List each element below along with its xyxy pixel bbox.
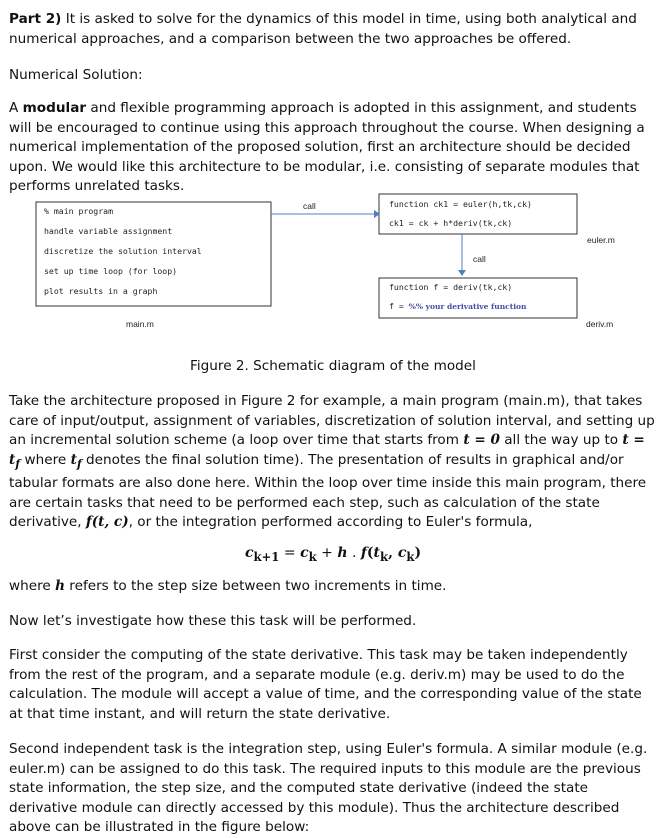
deriv-line-1: function f = deriv(tk,ck): [389, 282, 513, 292]
eq-c2-sub: k: [406, 549, 415, 564]
eq-comma: ,: [388, 545, 398, 561]
take-text-d: denotes the final solution time). The presentation of results in graphical and/or tabular formats are also done here. Within the loop over time inside this main program, there are certain tasks that need to be performed each step, such as calculation of the state derivative,: [9, 451, 647, 531]
take-text-b: all the way up to: [499, 432, 623, 449]
call-arrow-head-mid: [458, 270, 466, 276]
part2-paragraph: [9, 10, 657, 49]
eq-dot: .: [347, 545, 361, 561]
t-final-2-sub: f: [76, 456, 82, 471]
eq-t-sub: k: [380, 549, 389, 564]
where-paragraph: [9, 577, 657, 597]
part2-label: Part 2): [9, 11, 62, 27]
main-line-2: handle variable assignment: [44, 226, 173, 236]
eq-c2: c: [397, 545, 407, 561]
take-text-a: Take the architecture proposed in Figure 2 for example, a main program (main.m), that takes care of input/output, assignment of variables, discretization of solution interval, and setting up an incremental solution scheme (a loop over time that starts from: [9, 393, 655, 449]
t-final-sub: f: [15, 456, 21, 471]
where-text-a: where: [9, 578, 56, 594]
eq-h: h: [337, 545, 348, 561]
figure-caption: Figure 2. Schematic diagram of the model: [190, 358, 476, 374]
schematic-diagram: [0, 190, 666, 340]
first-paragraph: First consider the computing of the state derivative. This task may be taken independently from the rest of the program, and a separate module (e.g. deriv.m) may be used to do the calculation. The module will accept a value of time, and the corresponding value of the state at that time instant, and will return the state derivative.: [9, 647, 642, 722]
eq-f: f: [360, 545, 367, 561]
now-paragraph: Now let’s investigate how these this task will be performed.: [9, 613, 417, 629]
call-label-top: call: [303, 201, 316, 211]
deriv-f-prefix: f =: [389, 301, 409, 311]
euler-equation: [0, 545, 666, 564]
t-zero: t = 0: [463, 432, 500, 449]
where-text-b: refers to the step size between two increments in time.: [64, 578, 447, 594]
modular-bold: modular: [22, 100, 87, 116]
numerical-heading: Numerical Solution:: [9, 67, 143, 83]
call-label-mid: call: [473, 254, 486, 264]
eq-equals: =: [279, 545, 301, 561]
eq-c-sub: k: [308, 549, 317, 564]
eq-lhs: c: [244, 545, 254, 561]
euler-line-1: function ck1 = euler(h,tk,ck): [389, 199, 532, 209]
euler-line-2: ck1 = ck + h*deriv(tk,ck): [389, 218, 513, 228]
take-text-e: , or the integration performed according to Euler's formula,: [128, 514, 533, 531]
deriv-label: deriv.m: [586, 319, 614, 329]
eq-c: c: [300, 545, 309, 561]
t-final-2-main: t: [70, 451, 77, 468]
main-line-5: plot results in a graph: [44, 286, 158, 296]
eq-plus: +: [316, 545, 338, 561]
main-line-3: discretize the solution interval: [44, 246, 202, 256]
where-h: h: [55, 578, 65, 594]
f-t-c: f(t, c): [85, 514, 129, 531]
t-final-2: [70, 451, 82, 471]
euler-label: euler.m: [587, 235, 615, 245]
t-final-main: t = t: [9, 432, 645, 468]
modular-rest: and flexible programming approach is adopted in this assignment, and students will be encouraged to continue using this approach throughout the course. When designing a numerical implementation of the proposed solution, first an architecture should be decided upon. We would like this architecture to be modular, i.e. consisting of separate modules that performs unrelated tasks.: [9, 100, 645, 195]
eq-lhs-sub: k+1: [253, 549, 280, 564]
deriv-line-2: [389, 301, 527, 311]
take-paragraph: [9, 392, 657, 533]
eq-t: t: [373, 545, 380, 561]
deriv-comment: %% your derivative function: [408, 302, 527, 311]
modular-prefix: A: [9, 100, 23, 116]
second-paragraph: Second independent task is the integration step, using Euler's formula. A similar module (e.g. euler.m) can be assigned to do this task. The required inputs to this module are the previous state information, the step size, and the computed state derivative (indeed the state derivative module can directly accessed by this module). Thus the architecture described above can be illustrated in the figure below:: [9, 741, 648, 836]
main-line-4: set up time loop (for loop): [44, 266, 178, 276]
main-line-1: % main program: [44, 206, 114, 216]
modular-paragraph: [9, 99, 657, 197]
take-text-c: where: [20, 451, 71, 468]
eq-open: (: [366, 545, 374, 561]
eq-close: ): [414, 545, 422, 561]
main-label: main.m: [126, 319, 154, 329]
part2-text: It is asked to solve for the dynamics of this model in time, using both analytical and numerical approaches, and a comparison between the two approaches be offered.: [9, 11, 637, 47]
